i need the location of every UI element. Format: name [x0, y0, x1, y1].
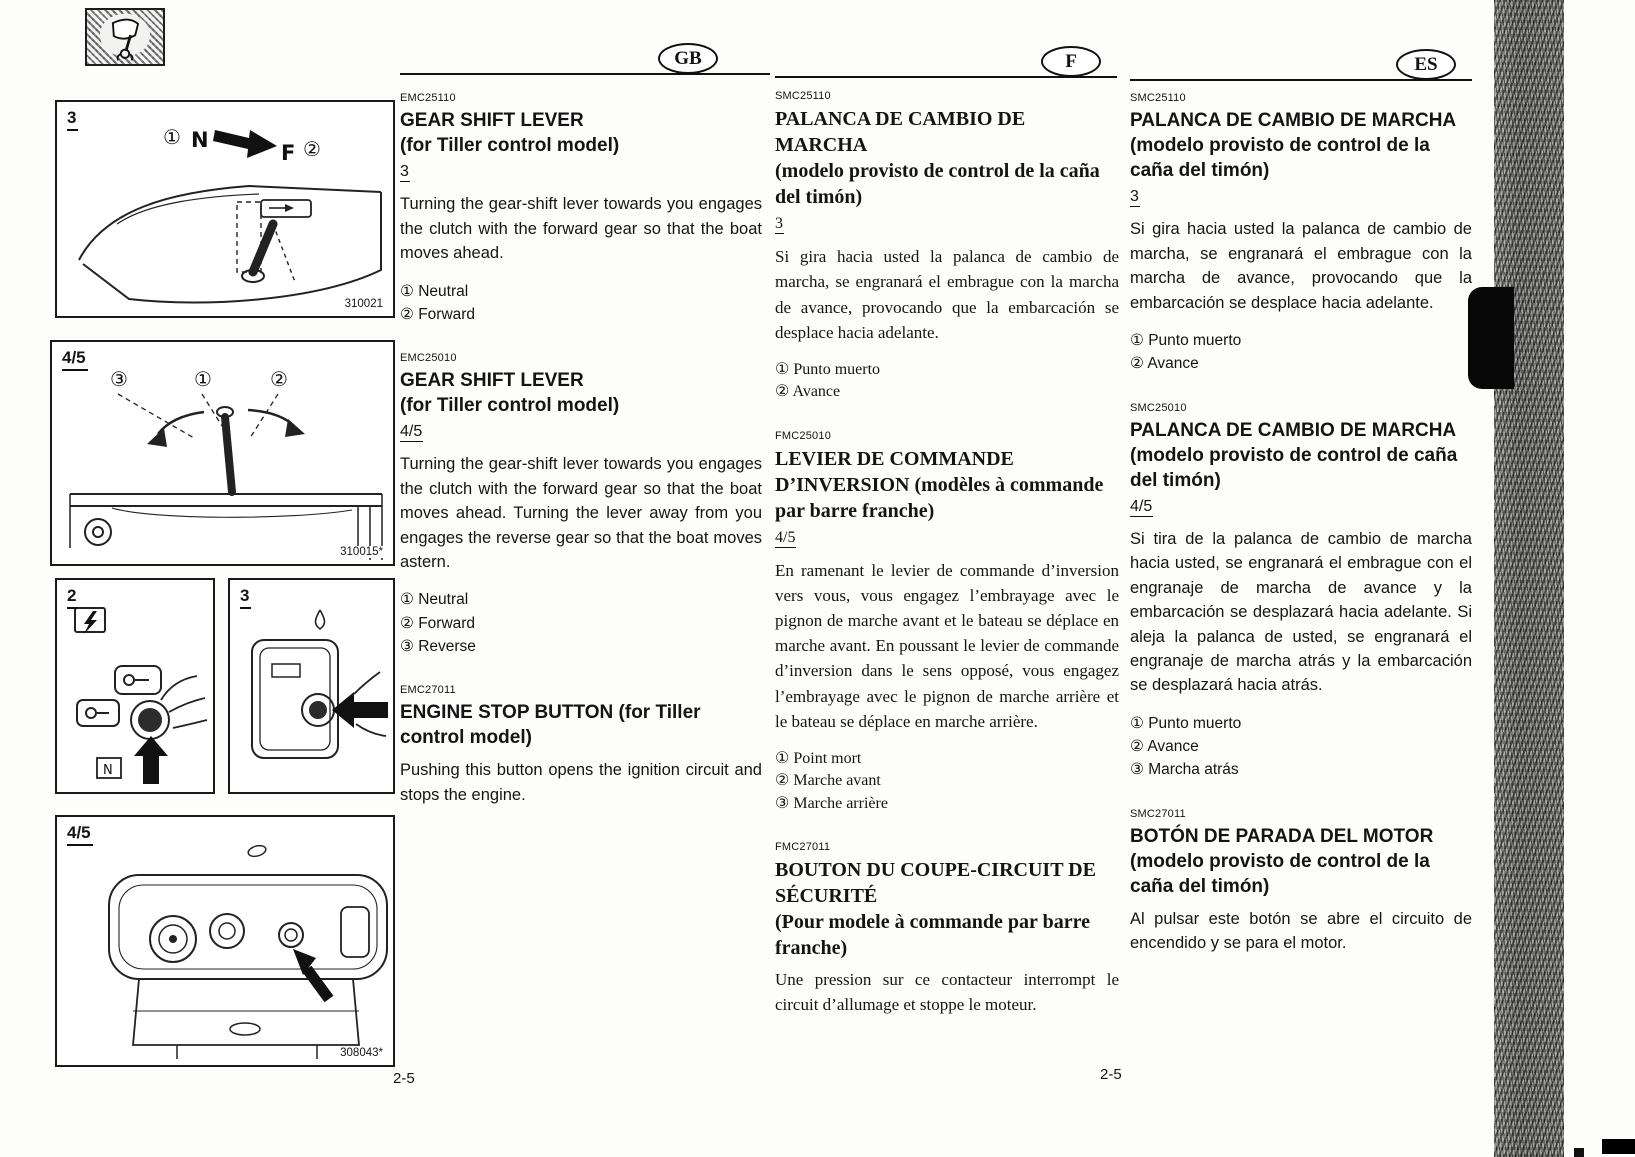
figure-stop-button-fig3 [228, 578, 395, 794]
legend-list [1130, 712, 1472, 782]
section-code: SMC25110 [1130, 92, 1186, 104]
section-title: PALANCA DE CAMBIO DE MARCHA [1130, 419, 1457, 441]
figure-ref: 4/5 [775, 528, 796, 548]
neutral-indicator-label: N [103, 763, 113, 778]
stop-button-icon [138, 708, 162, 732]
section-body: Si gira hacia usted la palanca de cambio de marcha, se engranará el embrague con la marcha de avance, provocando que la embarcación se desplace hacia adelante. [775, 247, 1119, 342]
section-body: Pushing this button opens the ignition circuit and stops the engine. [400, 761, 762, 804]
stop-button-icon [309, 701, 327, 719]
section-code: EMC25110 [400, 92, 456, 104]
legend-list [400, 588, 762, 658]
legend-list [775, 359, 1119, 404]
legend-item: ② Avance [1130, 738, 1199, 756]
figure-ref: 3 [1130, 187, 1140, 207]
press-left-arrow-icon [332, 692, 388, 728]
legend-item: ① Punto muerto [775, 360, 881, 378]
callout-1-icon: ① [194, 367, 212, 391]
legend-item: ② Avance [775, 383, 841, 401]
badge-label: GB [674, 47, 702, 69]
outboard-motor-logo [85, 8, 165, 66]
figure-label: 3 [67, 108, 78, 131]
engine-top-view-illustration [57, 817, 393, 1065]
section-title: LEVIER DE COMMANDE D’INVERSION (modèles à commande par barre franche) [775, 447, 1104, 522]
section-title: PALANCA DE CAMBIO DE MARCHA [1130, 110, 1457, 131]
section-subtitle: (Pour modele à commande par barre franche) [775, 911, 1090, 960]
shift-direction-arrow-icon [213, 130, 277, 158]
legend-item: ① Neutral [400, 282, 469, 300]
figure-stop-button-fig2 [55, 578, 215, 794]
section-gear-shift-lever-45 [400, 352, 762, 658]
section-subtitle: (for Tiller control model) [400, 135, 620, 157]
section-subtitle: (for Tiller control model) [400, 395, 620, 417]
figure-gear-shift-fig3 [55, 100, 395, 318]
figure-code: 308043* [340, 1047, 383, 1059]
callout-2-icon: ② [303, 137, 321, 161]
section-subtitle: (modelo provisto de control de caña del timón) [1130, 444, 1458, 491]
section-body: Al pulsar este botón se abre el circuito de encendido y se para el motor. [1130, 909, 1472, 953]
legend-item: ③ Marche arrière [775, 794, 888, 812]
figure-label: 4/5 [62, 348, 88, 371]
legend-list [400, 280, 762, 327]
language-badge-gb [658, 43, 718, 74]
badge-label: ES [1414, 53, 1438, 75]
badge-label: F [1065, 50, 1077, 72]
engine-stop-button-illustration [230, 580, 393, 792]
lanyard-switch-icon [84, 611, 97, 634]
column-spanish [1130, 92, 1472, 956]
section-engine-stop-button [400, 684, 762, 807]
figure-label: 4/5 [67, 823, 93, 846]
legend-item: ② Marche avant [775, 772, 881, 790]
section-title: BOUTON DU COUPE-CIRCUIT DE SÉCURITÉ [775, 859, 1096, 908]
figure-label: 3 [240, 586, 251, 609]
section-code: FMC25010 [775, 429, 832, 442]
section-palanca-cambio-3 [775, 90, 1119, 404]
section-subtitle: (modelo provisto de control de la caña del timón) [1130, 135, 1430, 182]
section-bouton-coupe-circuit [775, 841, 1119, 1017]
rotate-right-arrow-icon [285, 419, 305, 437]
gear-shift-illustration [57, 102, 393, 316]
legend-item: ② Forward [400, 614, 476, 632]
press-up-arrow-icon [134, 736, 168, 784]
rotate-left-arrow-icon [147, 428, 167, 447]
column-english [400, 92, 762, 807]
section-code: SMC27011 [1130, 807, 1186, 820]
scan-mark [1574, 1148, 1584, 1157]
legend-item: ③ Marcha atrás [1130, 761, 1239, 779]
language-badge-f [1041, 46, 1101, 77]
section-body: En ramenant le levier de commande d’inversion vers vous, vous engagez l’embrayage avec le pignon de marche avant et le bateau se déplace en marche avant. En poussant le levier de commande d’inversion dans le sens opposé, vous engagez l’embrayage avec le pignon de marche arrière et le bateau se déplace en marche arrière. [775, 560, 1119, 731]
section-levier-commande-inversion [775, 430, 1119, 815]
section-body: Turning the gear-shift lever towards you engages the clutch with the forward gear so that the boat moves ahead. Turning the lever away from you engages the reverse gear so that the boat moves astern. [400, 455, 762, 572]
language-badge-es [1396, 49, 1456, 80]
section-title: BOTÓN DE PARADA DEL MOTOR (modelo provisto de control de la caña del timón) [1130, 825, 1434, 897]
figure-code: 310015* [340, 546, 383, 558]
legend-item: ① Neutral [400, 591, 469, 609]
section-code: FMC27011 [775, 841, 831, 854]
callout-2-icon: ② [270, 367, 288, 391]
section-body: Si tira de la palanca de cambio de marcha hacia usted, se engranará el embrague con el engranaje de marcha de avance y la embarcación se desplazará hacia adelante. Si aleja la palanca de usted, se engranará el engranaje de marcha atrás y la embarcación se desplazará hacia atrás. [1130, 529, 1472, 695]
engine-stop-button-illustration [57, 580, 213, 792]
section-code: SMC25010 [1130, 401, 1187, 414]
legend-list [1130, 329, 1472, 376]
page-number-left: 2-5 [393, 1070, 415, 1087]
figure-ref: 4/5 [1130, 497, 1153, 517]
scan-edge-texture [1494, 0, 1564, 1157]
section-palanca-cambio-45 [1130, 402, 1472, 782]
section-code: EMC27011 [400, 684, 456, 697]
section-subtitle: (modelo provisto de control de la caña del timón) [775, 160, 1100, 208]
column-french [775, 90, 1119, 1017]
forward-position-label: F [281, 141, 296, 165]
press-button-arrow-icon [293, 949, 329, 999]
section-body: Turning the gear-shift lever towards you engages the clutch with the forward gear so that the boat moves ahead. [400, 195, 762, 263]
section-body: Si gira hacia usted la palanca de cambio de marcha, se engranará el embrague con la marcha de avance, provocando que la embarcación se desplace hacia adelante. [1130, 220, 1472, 312]
scan-mark [1602, 1139, 1635, 1154]
section-code: EMC25010 [400, 352, 457, 365]
dial-center-icon [169, 935, 177, 943]
figure-gear-shift-fig45 [50, 340, 395, 566]
gear-shift-illustration [52, 342, 393, 564]
neutral-position-label: N [191, 128, 209, 152]
figure-ref: 3 [400, 162, 410, 182]
legend-item: ③ Reverse [400, 637, 476, 655]
outboard-motor-icon [87, 10, 163, 64]
section-palanca-cambio-3 [1130, 92, 1472, 376]
figure-code: 310021 [344, 298, 383, 310]
figure-engine-top-fig45 [55, 815, 395, 1067]
section-body: Une pression sur ce contacteur interrompt le circuit d’allumage et stoppe le moteur. [775, 970, 1119, 1015]
legend-list [775, 748, 1119, 815]
section-boton-parada-motor [1130, 808, 1472, 956]
page-number-right: 2-5 [1100, 1066, 1122, 1083]
section-code: SMC25110 [775, 90, 831, 102]
legend-item: ① Punto muerto [1130, 332, 1242, 350]
section-title: GEAR SHIFT LEVER [400, 370, 584, 392]
section-title: ENGINE STOP BUTTON (for Tiller control model) [400, 702, 701, 749]
figure-label: 2 [67, 586, 78, 609]
section-title: GEAR SHIFT LEVER [400, 110, 584, 131]
legend-item: ② Avance [1130, 355, 1199, 373]
section-thumb-tab [1468, 287, 1514, 389]
section-gear-shift-lever-3 [400, 92, 762, 326]
legend-item: ① Punto muerto [1130, 714, 1242, 732]
column-rule-en [400, 73, 770, 75]
legend-item: ① Point mort [775, 749, 862, 767]
callout-3-icon: ③ [110, 367, 128, 391]
callout-1-icon: ① [163, 125, 181, 149]
figure-ref: 3 [775, 214, 784, 234]
legend-item: ② Forward [400, 305, 476, 323]
figure-ref: 4/5 [400, 422, 423, 442]
section-title: PALANCA DE CAMBIO DE MARCHA [775, 108, 1026, 156]
